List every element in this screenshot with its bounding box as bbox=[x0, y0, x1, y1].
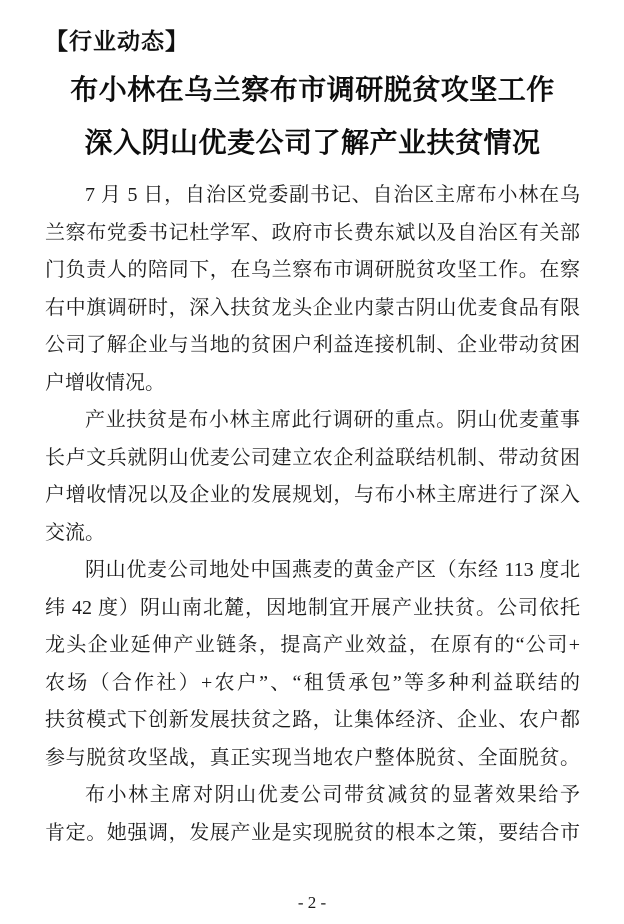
paragraph-line: 纬 42 度）阴山南北麓，因地制宜开展产业扶贫。公司依托 bbox=[45, 596, 580, 619]
paragraph-line: 产业扶贫是布小林主席此行调研的重点。阴山优麦董事 bbox=[85, 409, 580, 431]
paragraph-line: 长卢文兵就阴山优麦公司建立农企利益联结机制、带动贫困 bbox=[45, 446, 580, 469]
paragraph-line: 门负责人的陪同下，在乌兰察布市调研脱贫攻坚工作。在察 bbox=[45, 259, 580, 281]
article-body bbox=[45, 177, 580, 852]
section-tag: 【行业动态】 bbox=[45, 28, 189, 54]
paragraph-line: 右中旗调研时，深入扶贫龙头企业内蒙古阴山优麦食品有限 bbox=[45, 296, 580, 319]
paragraph-line: 扶贫模式下创新发展扶贫之路，让集体经济、企业、农户都 bbox=[45, 709, 580, 731]
paragraph-line: 兰察布党委书记杜学军、政府市长费东斌以及自治区有关部 bbox=[45, 221, 580, 244]
paragraph-line: 交流。 bbox=[45, 521, 105, 544]
paragraph-line: 参与脱贫攻坚战，真正实现当地农户整体脱贫、全面脱贫。 bbox=[45, 746, 580, 769]
paragraph-line: 肯定。她强调，发展产业是实现脱贫的根本之策，要结合市 bbox=[45, 821, 580, 844]
article-title-line-1: 布小林在乌兰察布市调研脱贫攻坚工作 bbox=[70, 75, 555, 106]
article-title-line-2: 深入阴山优麦公司了解产业扶贫情况 bbox=[84, 128, 541, 159]
article-title bbox=[45, 64, 580, 170]
paragraph-line: 户增收情况。 bbox=[45, 371, 165, 394]
paragraph-line: 龙头企业延伸产业链条，提高产业效益，在原有的“公司+ bbox=[45, 634, 580, 656]
page-number: - 2 - bbox=[297, 893, 327, 912]
paragraph-line: 7 月 5 日，自治区党委副书记、自治区主席布小林在乌 bbox=[85, 184, 580, 206]
paragraph-line: 阴山优麦公司地处中国燕麦的黄金产区（东经 113 度北 bbox=[85, 559, 580, 581]
paragraph-line: 农场（合作社）+农户”、“租赁承包”等多种利益联结的 bbox=[45, 671, 580, 694]
paragraph-line: 公司了解企业与当地的贫困户利益连接机制、企业带动贫困 bbox=[45, 334, 580, 356]
paragraph-line: 布小林主席对阴山优麦公司带贫减贫的显著效果给予 bbox=[85, 784, 580, 806]
paragraph-line: 户增收情况以及企业的发展规划，与布小林主席进行了深入 bbox=[45, 484, 580, 506]
